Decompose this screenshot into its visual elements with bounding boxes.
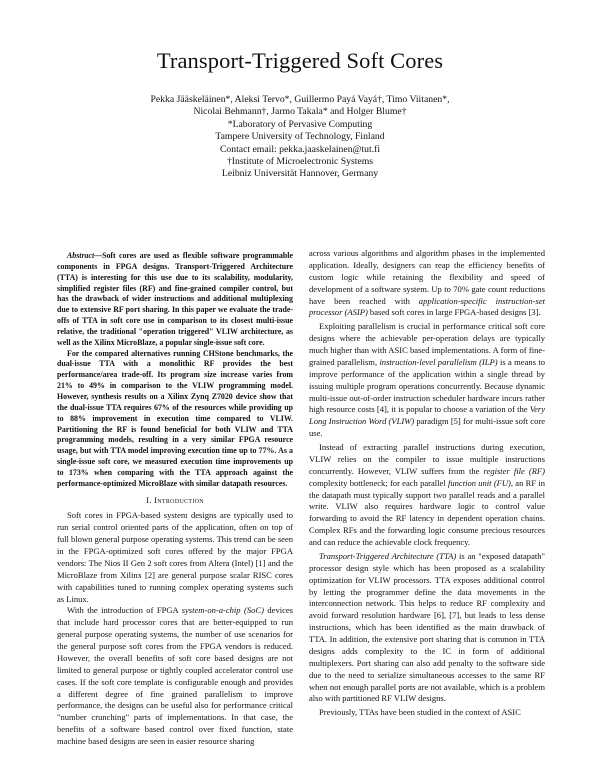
affiliation-2-place: Leibniz Universität Hannover, Germany	[221, 168, 379, 180]
author-block	[60, 94, 540, 181]
right-paragraph-1: across various algorithms and algorithm phases in the implemented application. Ideally, designers can reap the efficiency benefits of custom logic while retaining the flexibility and speed of development of a software system. Up to 70% gate count reductions have been reached with application-specific instruction-set processor (ASIP) based soft cores in large FPGA-based designs [3].	[309, 248, 545, 318]
intro-paragraph-1: Soft cores in FPGA-based system designs are typically used to run serial control oriented parts of the application, often on top of full blown general purpose operating systems. This trend can be seen in the FPGA-optimized soft cores offered by the major FPGA vendors: The Nios II Gen 2 soft cores from Altera (Intel) [1] and the MicroBlaze from Xilinx [2] are general purpose scalar RISC cores with capabilities tuned to running complex operating systems such as Linux.	[57, 510, 294, 604]
abstract-text-1: —Soft cores are used as flexible software programmable components in FPGA designs. Transport-Triggered Architecture (TTA) is interesting for this use due to its scalability, modularity, simplified register files (RF) and fine-grained compiler control, but has the drawback of wider instructions and additional multiplexing due to extensive RF port sharing. In this paper we evaluate the trade-offs of TTA in soft core use in comparison to its closest multi-issue relative, the traditional "operation triggered" VLIW architecture, as well as the Xilinx MicroBlaze, a popular single-issue soft core.	[57, 251, 293, 347]
paper-title: Transport-Triggered Soft Cores	[156, 48, 444, 73]
section-heading-introduction: I. Introduction	[146, 494, 204, 505]
right-paragraph-4: Transport-Triggered Architecture (TTA) is an "exposed datapath" processor design style which has been proposed as a scalability optimization for VLIW processors. TTA exposes additional control by letting the programmer define the data movements in the interconnection network. This helps to reduce RF complexity and avoid forward resolution hardware [6], [7], but leads to less dense instructions, which has been identified as the main drawback of TTA. In addition, the extensive port sharing that is common in TTA designs adds complexity to the IC in form of additional multiplexers. Port sharing can also add penalty to the software side due to the need to serialize simultaneous accesses to the same RF when not enough parallel ports are not available, which is a problem also with partitioned RF VLIW designs.	[309, 550, 546, 704]
right-paragraph-5: Previously, TTAs have been studied in the context of ASIC	[319, 707, 521, 718]
abstract-paragraph-1	[57, 251, 293, 349]
intro-paragraph-2: With the introduction of FPGA system-on-a-chip (SoC) devices that include hard processor cores that are better-equipped to run general purpose operating systems, the number of use scenarios for the general purpose soft cores from the FPGA vendors is reduced. However, the overall benefits of soft core based designs are not limited to general purpose or tightly coupled accelerator control use cases. If the soft core template is configurable enough and provides a different degree of fine grained parallelism to improve performance, the designs can be useful also for performance critical "number crunching" parts of implementations. In that case, the benefits of a software based control over fixed function, state machine based designs are seen in easier resource sharing	[57, 605, 294, 747]
right-paragraph-2: Exploiting parallelism is crucial in performance critical soft core designs where the achievable per-operation delays are typically much higher than with ASIC based implementations. A form of fine-grained parallelism, instruction-level parallelism (ILP) is a means to improve performance of the application within a single thread by issuing multiple program operations concurrently. Because dynamic multi-issue out-of-order instruction scheduler hardware incurs rather high resource costs [4], it is popular to choose a variation of the Very Long Instruction Word (VLIW) paradigm [5] for multi-issue soft core use.	[309, 321, 545, 439]
affiliation-1: *Laboratory of Pervasive Computing	[227, 118, 373, 130]
abstract-lead: Abstract	[67, 251, 95, 260]
right-paragraph-3: Instead of extracting parallel instructions during execution, VLIW relies on the compiler to issue multiple instructions concurrently. However, VLIW suffers from the register file (RF) complexity bottleneck; for each parallel function unit (FU), an RF in the datapath must typically support two parallel reads and a parallel write. VLIW also requires hardware logic to control value forwarding to avoid the RF latency in dependent operation chains. Complex RFs and the forwarding logic consume precious resources and can reduce the achievable clock frequency.	[309, 442, 545, 547]
author-line-2: Nicolai Behmann†, Jarmo Takala* and Holger Blume†	[193, 106, 407, 118]
right-column	[309, 248, 545, 719]
contact-email: Contact email: pekka.jaaskelainen@tut.fi	[219, 143, 381, 155]
left-column	[57, 251, 293, 748]
abstract-paragraph-2: For the compared alternatives running CHStone benchmarks, the dual-issue TTA with a monolithic RF provides the best performance/area trade-off. Its program size increase varies from 21% to 49% in comparison to the VLIW programming model. However, synthesis results on a Xilinx Zynq Z7020 device show that the dual-issue TTA requires 67% of the resources while providing up to 88% improvement in execution time compared to VLIW. Partitioning the RF is found beneficial for both VLIW and TTA programming models, resulting in a very similar FPGA resource usage, but with TTA model improving execution time up to 77%. As a single-issue soft core, we measured execution time improvements up to 173% when comparing with the TTA approach against the performance-optimized MicroBlaze with similar datapath resources.	[57, 348, 293, 488]
affiliation-2: †Institute of Microelectronic Systems	[226, 156, 374, 168]
author-line-1: Pekka Jääskeläinen*, Aleksi Tervo*, Guillermo Payá Vayá†, Timo Viitanen*,	[150, 94, 450, 105]
affiliation-1-place: Tampere University of Technology, Finland	[215, 131, 385, 143]
